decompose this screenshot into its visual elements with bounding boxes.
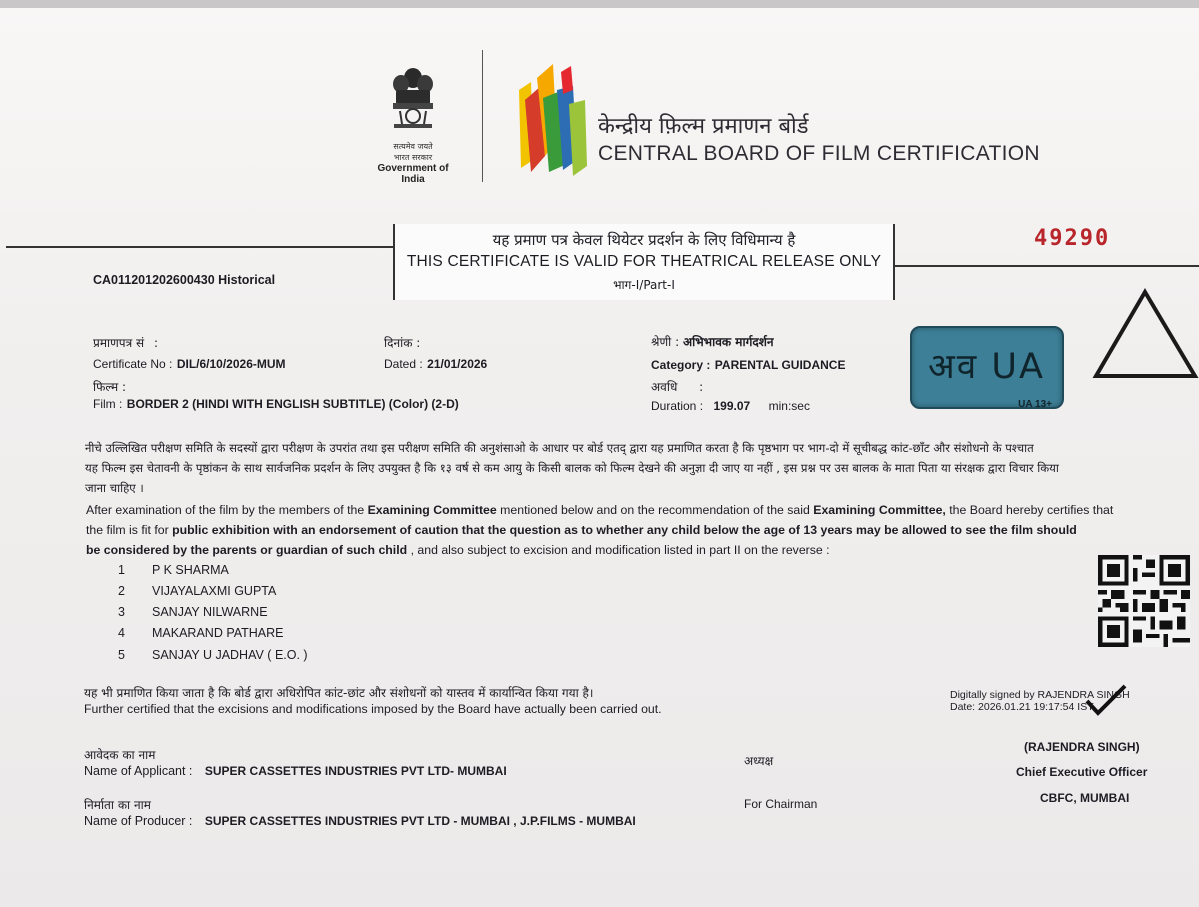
certificate-no-hindi: प्रमाणपत्र सं :: [93, 336, 159, 350]
applicant-label: Name of Applicant :: [84, 764, 193, 778]
date-hindi: दिनांक :: [384, 336, 421, 350]
producer-hindi: निर्माता का नाम: [84, 798, 151, 812]
producer: [84, 812, 636, 830]
duration-hindi: अवधि :: [651, 380, 704, 394]
film-label: Film :: [93, 397, 123, 411]
english-body-line-2: the film is fit for public exhibition with an endorsement of caution that the question as to whether any child below the age of 13 years may be allowed to see the film should: [86, 523, 1077, 537]
applicant-hindi: आवेदक का नाम: [84, 748, 156, 762]
category-label: Category :: [651, 358, 711, 372]
category-value: PARENTAL GUIDANCE: [714, 358, 846, 372]
validity-english: THIS CERTIFICATE IS VALID FOR THEATRICAL RELEASE ONLY: [406, 253, 882, 270]
date-label: Dated :: [384, 357, 423, 371]
producer-value: SUPER CASSETTES INDUSTRIES PVT LTD - MUMBAI , J.P.FILMS - MUMBAI: [204, 814, 636, 828]
list-item: 1 P K SHARMA: [118, 563, 229, 577]
film-hindi: फिल्म :: [93, 380, 127, 394]
duration-label: Duration :: [651, 399, 704, 413]
digital-signature-line-1: Digitally signed by RAJENDRA SINGH: [950, 689, 1130, 701]
list-item: 4 MAKARAND PATHARE: [118, 626, 284, 640]
caution-triangle-icon: [1092, 288, 1199, 380]
hindi-body-line-2: यह फिल्म इस चेतावनी के पृष्ठांकन के साथ सार्वजनिक प्रदर्शन के लिए उपयुक्त है कि १३ वर्ष से कम आयु के किसी बालक को फिल्म देखने की अनुज्ञा दी जाए या नहीं , इस प्रश्न पर उस बालक के माता पिता या संरक्षक द्वारा विचार किया: [85, 461, 1059, 475]
serial-number: 49290: [1034, 226, 1111, 251]
certified-hindi: यह भी प्रमाणित किया जाता है कि बोर्ड द्वारा अधिरोपित कांट-छांट और संशोधनों को यास्तव में कार्यान्वित किया गया है।: [84, 686, 594, 700]
hindi-body-line-3: जाना चाहिए ।: [85, 481, 144, 495]
government-hindi: भारत सरकार: [393, 153, 433, 162]
rating-badge-text: अव UA: [928, 347, 1045, 387]
signatory-title: Chief Executive Officer: [1016, 765, 1148, 779]
validity-hindi: यह प्रमाण पत्र केवल थियेटर प्रदर्शन के लिए विधिमान्य है: [492, 231, 796, 249]
english-body-line-3: be considered by the parents or guardian of such child , and also subject to excision and modification listed in part II on the reverse :: [86, 543, 830, 557]
banner-line-right: [890, 265, 1199, 267]
english-body: [86, 500, 1190, 560]
qr-code-icon: [1098, 555, 1190, 647]
government-english: Government of India: [377, 163, 449, 185]
digital-signature-line-2: Date: 2026.01.21 19:17:54 IST: [950, 701, 1094, 713]
rating-badge-sub: UA 13+: [1018, 399, 1052, 410]
film: [93, 395, 459, 413]
government-emblem: [368, 64, 458, 185]
list-item: 5 SANJAY U JADHAV ( E.O. ): [118, 648, 308, 662]
certificate-no-value: DIL/6/10/2026-MUM: [176, 357, 286, 371]
applicant-value: SUPER CASSETTES INDUSTRIES PVT LTD- MUMBAI: [204, 764, 507, 778]
category-hindi-value: अभिभावक मार्गदर्शन: [682, 335, 774, 349]
checkmark-icon: [1084, 683, 1128, 717]
category-hindi: श्रेणी : अभिभावक मार्गदर्शन: [651, 335, 774, 349]
duration-unit: min:sec: [768, 399, 810, 413]
applicant: [84, 762, 507, 780]
list-item: 3 SANJAY NILWARNE: [118, 605, 268, 619]
rating-badge: [910, 326, 1064, 409]
film-value: BORDER 2 (HINDI WITH ENGLISH SUBTITLE) (Color) (2-D): [126, 397, 459, 411]
signatory-office: CBFC, MUMBAI: [1040, 791, 1130, 805]
duration: [651, 397, 810, 415]
reference-number: CA011201202600430 Historical: [93, 273, 276, 287]
header-divider: [482, 50, 483, 182]
chairman-english: For Chairman: [744, 797, 818, 811]
validity-part: भाग-I/Part-I: [613, 278, 675, 292]
date: [384, 355, 487, 373]
list-item: 2 VIJAYALAXMI GUPTA: [118, 584, 277, 598]
certificate-no: [93, 355, 286, 373]
validity-banner: [393, 224, 895, 300]
board-name-hindi: केन्द्रीय फ़िल्म प्रमाणन बोर्ड: [598, 114, 809, 139]
certified-english: Further certified that the excisions and modifications imposed by the Board have actually been carried out.: [84, 702, 662, 716]
board-name-english: CENTRAL BOARD OF FILM CERTIFICATION: [598, 142, 1040, 165]
ashoka-emblem-icon: [388, 64, 438, 134]
date-value: 21/01/2026: [427, 357, 488, 371]
signatory-name: (RAJENDRA SINGH): [1024, 740, 1140, 754]
hindi-body: [85, 438, 1185, 498]
producer-label: Name of Producer :: [84, 814, 193, 828]
duration-value: 199.07: [713, 399, 751, 413]
certificate-no-label: Certificate No :: [93, 357, 173, 371]
banner-line-left: [6, 246, 394, 248]
emblem-motto: सत्यमेव जयते: [393, 142, 433, 151]
english-body-line-1: After examination of the film by the members of the Examining Committee mentioned below and on the recommendation of the said Examining Committee, the Board hereby certifies that: [86, 503, 1114, 517]
chairman-hindi: अध्यक्ष: [744, 754, 774, 768]
cbfc-logo-icon: [515, 60, 591, 178]
hindi-body-line-1: नीचे उल्लिखित परीक्षण समिति के सदस्यों द्वारा परीक्षण के उपरांत तथा इस परीक्षण समिति की अनुशंसाओ के आधार पर बोर्ड एतद् द्वारा यह प्रमाणित करता है कि पृष्ठभाग पर भाग-दो में सूचीबद्ध कांट-छाँट और संशोधनो के पश्चात: [85, 441, 1034, 455]
top-edge: [0, 0, 1199, 8]
category: [651, 356, 845, 374]
